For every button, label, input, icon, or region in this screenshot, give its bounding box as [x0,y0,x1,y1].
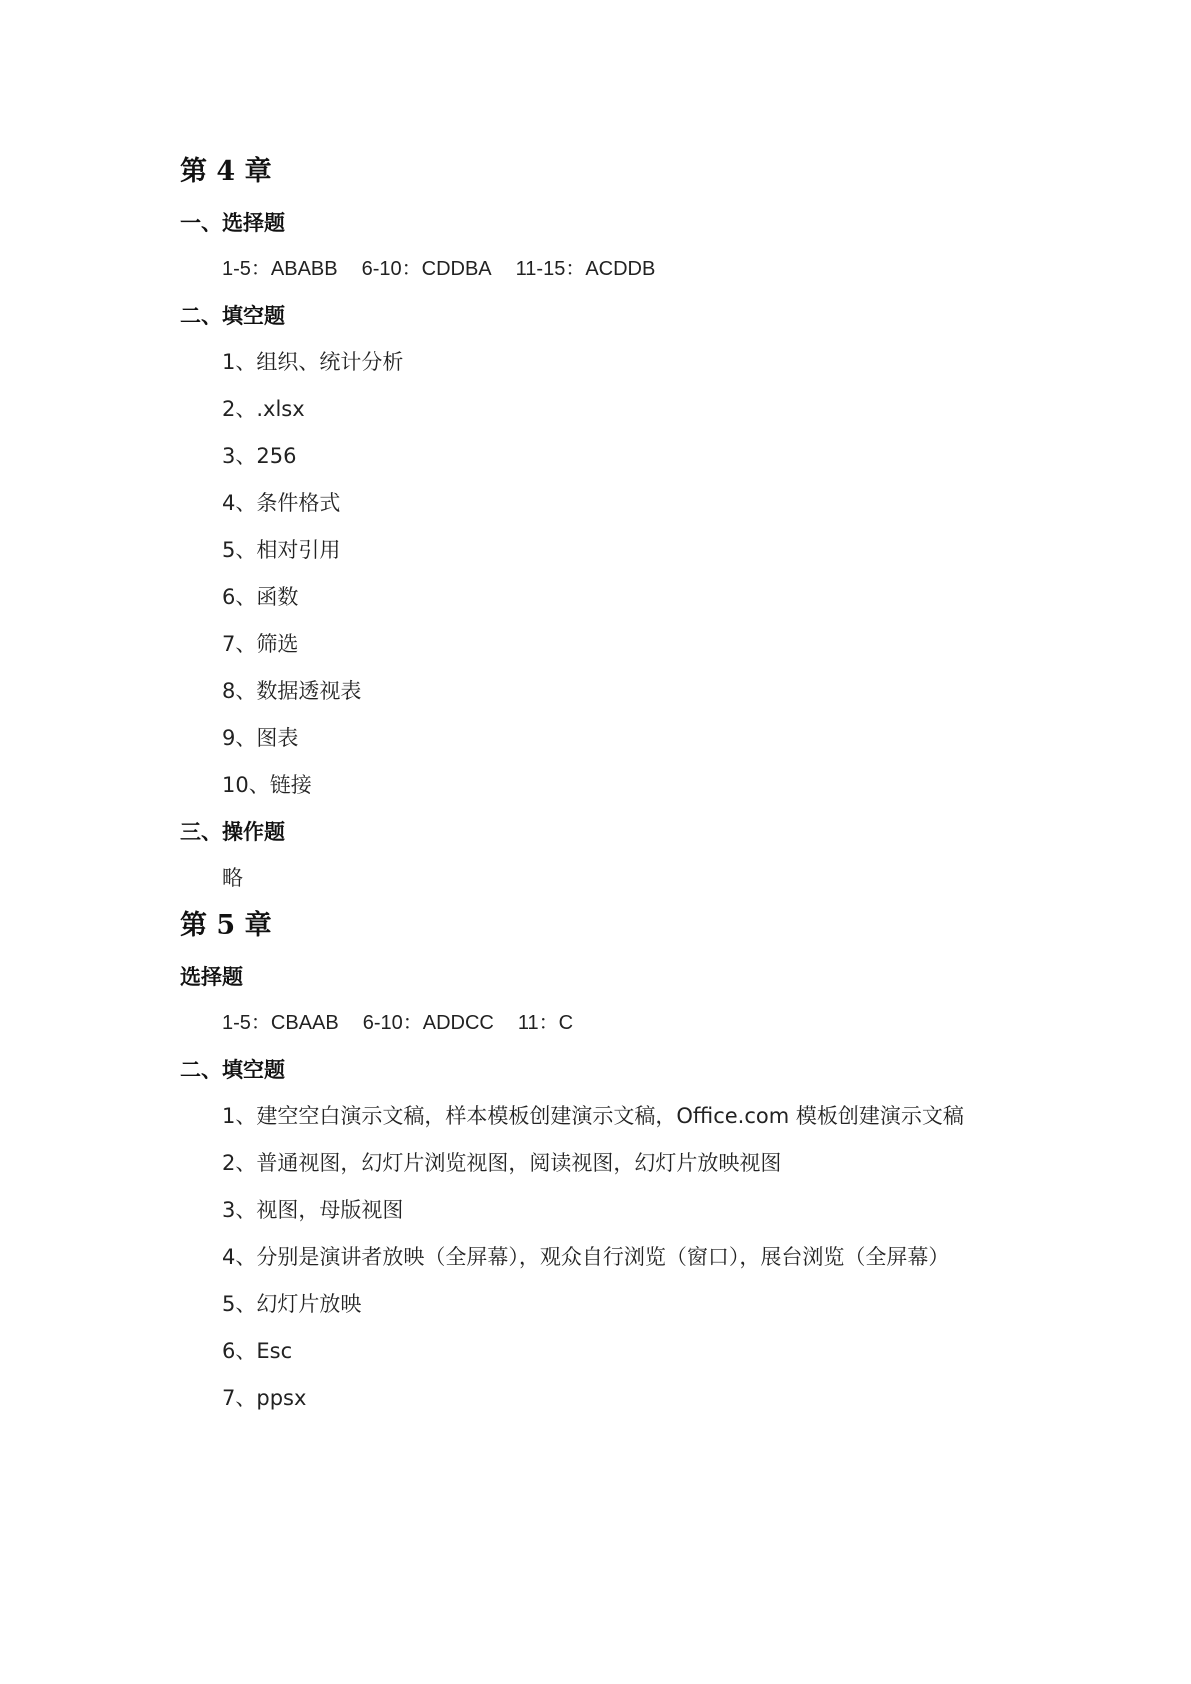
ch5-choice-answers [180,1000,1020,1047]
answer-group: 1-5：ABABB [222,258,338,280]
ch5-fill-item: 7、ppsx [222,1386,307,1410]
answer-group: 6-10：ADDCC [362,1012,494,1034]
ch5-fill-item: 1、建空空白演示文稿，样本模板创建演示文稿，Office.com 模板创建演示文稿 [222,1104,964,1128]
ch5-fill-item: 6、Esc [222,1339,293,1363]
ch4-fill-item: 8、数据透视表 [222,679,362,703]
ch5-fill-item: 3、视图，母版视图 [222,1198,404,1222]
ch4-fill-item: 6、函数 [222,585,299,609]
ch4-fill-item: 5、相对引用 [222,538,341,562]
ch4-fill-item: 10、链接 [222,773,312,797]
ch4-fill-heading: 二、填空题 [180,304,285,328]
ch4-choice-answers [180,246,1020,293]
answer-group: 1-5：CBAAB [222,1012,339,1034]
answer-group: 6-10：CDDBA [361,258,492,280]
ch4-fill-item: 9、图表 [222,726,299,750]
ch5-choice-heading: 选择题 [180,965,243,989]
ch4-fill-item: 1、组织、统计分析 [222,350,404,374]
ch4-fill-item: 7、筛选 [222,632,299,656]
ch4-choice-heading: 一、选择题 [180,211,285,235]
answer-group: 11：C [517,1012,574,1034]
ch4-fill-item: 2、.xlsx [222,397,305,421]
ch5-fill-item: 4、分别是演讲者放映（全屏幕），观众自行浏览（窗口），展台浏览（全屏幕） [222,1245,950,1269]
ch4-fill-item: 3、256 [222,444,297,468]
chapter-5-title: 第 5 章 [180,910,272,941]
ch5-fill-item: 5、幻灯片放映 [222,1292,362,1316]
ch4-operation-heading: 三、操作题 [180,820,285,844]
answer-group: 11-15：ACDDB [515,258,656,280]
chapter-4-title: 第 4 章 [180,156,272,187]
ch5-fill-item: 2、普通视图，幻灯片浏览视图，阅读视图，幻灯片放映视图 [222,1151,782,1175]
ch4-operation-body: 略 [222,866,243,890]
ch5-fill-heading: 二、填空题 [180,1058,285,1082]
document-page [180,150,1020,1422]
ch4-fill-item: 4、条件格式 [222,491,341,515]
